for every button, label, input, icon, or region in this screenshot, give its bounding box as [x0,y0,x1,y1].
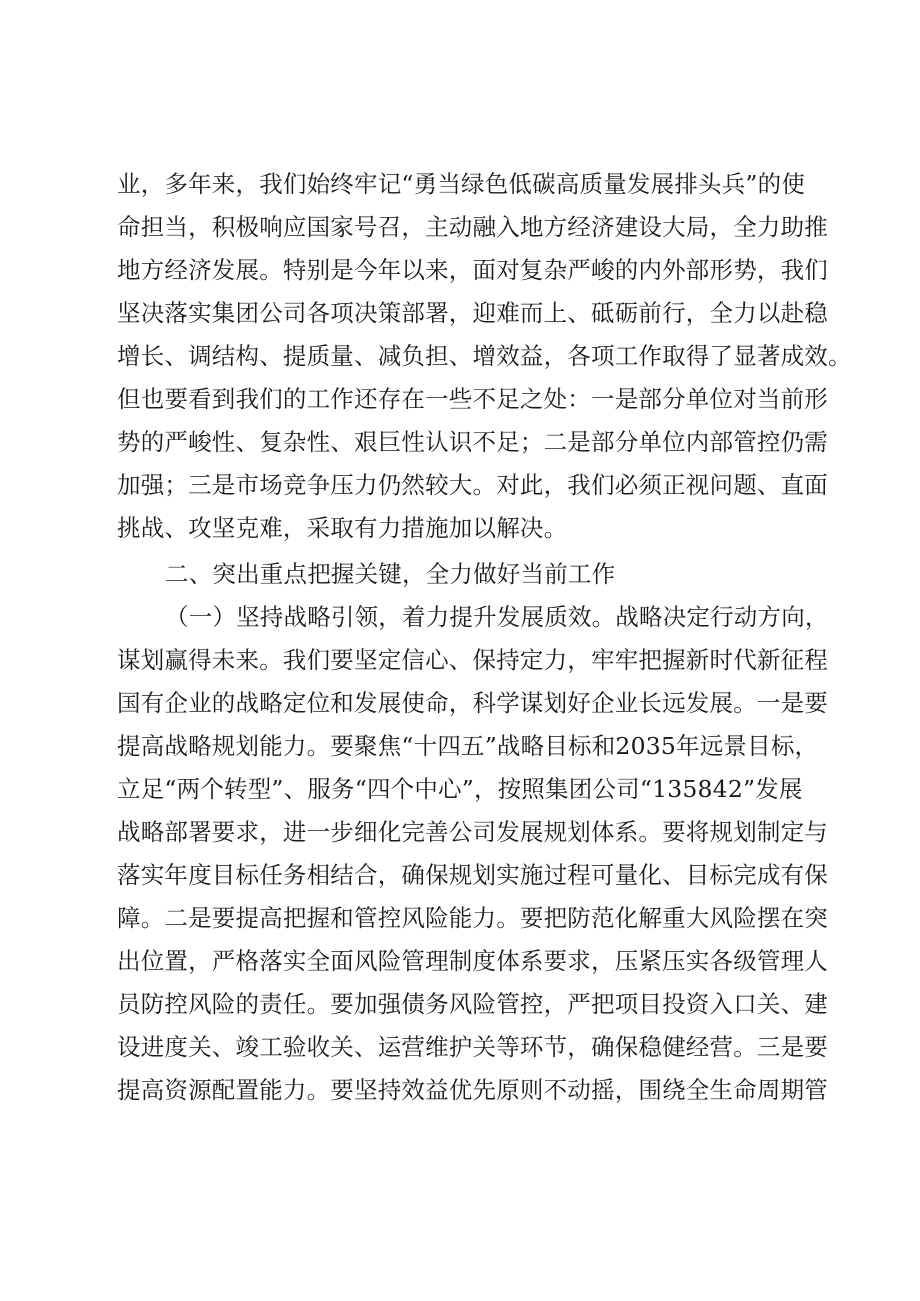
paragraph-line: 战略部署要求，进一步细化完善公司发展规划体系。要将规划制定与 [117,818,828,846]
paragraph-line: 障。二是要提高把握和管控风险能力。要把防范化解重大风险摆在突 [117,904,828,932]
paragraph-line: 立足“两个转型”、服务“四个中心”，按照集团公司“135842”发展 [117,775,803,803]
paragraph-line: 设进度关、竣工验收关、运营维护关等环节，确保稳健经营。三是要 [117,1033,828,1061]
paragraph-line: 员防控风险的责任。要加强债务风险管控，严把项目投资入口关、建 [117,990,828,1018]
paragraph-line: 出位置，严格落实全面风险管理制度体系要求，压紧压实各级管理人 [117,947,828,975]
paragraph-line: （一）坚持战略引领，着力提升发展质效。战略决定行动方向， [165,603,829,631]
paragraph-line: 提高战略规划能力。要聚焦“十四五”战略目标和2035年远景目标， [117,732,819,760]
paragraph-line: 国有企业的战略定位和发展使命，科学谋划好企业长远发展。一是要 [117,689,828,717]
paragraph-line: 但也要看到我们的工作还存在一些不足之处：一是部分单位对当前形 [117,385,828,413]
paragraph-line: 提高资源配置能力。要坚持效益优先原则不动摇，围绕全生命周期管 [117,1076,828,1104]
section-heading: 二、突出重点把握关键，全力做好当前工作 [165,560,616,588]
paragraph-line: 势的严峻性、复杂性、艰巨性认识不足；二是部分单位内部管控仍需 [117,428,828,456]
paragraph-line: 业，多年来，我们始终牢记“勇当绿色低碳高质量发展排头兵”的使 [117,170,806,198]
paragraph-line: 落实年度目标任务相结合，确保规划实施过程可量化、目标完成有保 [117,861,828,889]
paragraph-line: 谋划赢得未来。我们要坚定信心、保持定力，牢牢把握新时代新征程 [117,646,828,674]
paragraph-line: 坚决落实集团公司各项决策部署，迎难而上、砥砺前行，全力以赴稳 [117,299,828,327]
paragraph-line: 地方经济发展。特别是今年以来，面对复杂严峻的内外部形势，我们 [117,256,828,284]
paragraph-line: 加强；三是市场竞争压力仍然较大。对此，我们必须正视问题、直面 [117,471,828,499]
paragraph-line: 增长、调结构、提质量、减负担、增效益，各项工作取得了显著成效。 [117,342,852,370]
paragraph-line: 命担当，积极响应国家号召，主动融入地方经济建设大局，全力助推 [117,213,828,241]
paragraph-line: 挑战、攻坚克难，采取有力措施加以解决。 [117,514,568,542]
